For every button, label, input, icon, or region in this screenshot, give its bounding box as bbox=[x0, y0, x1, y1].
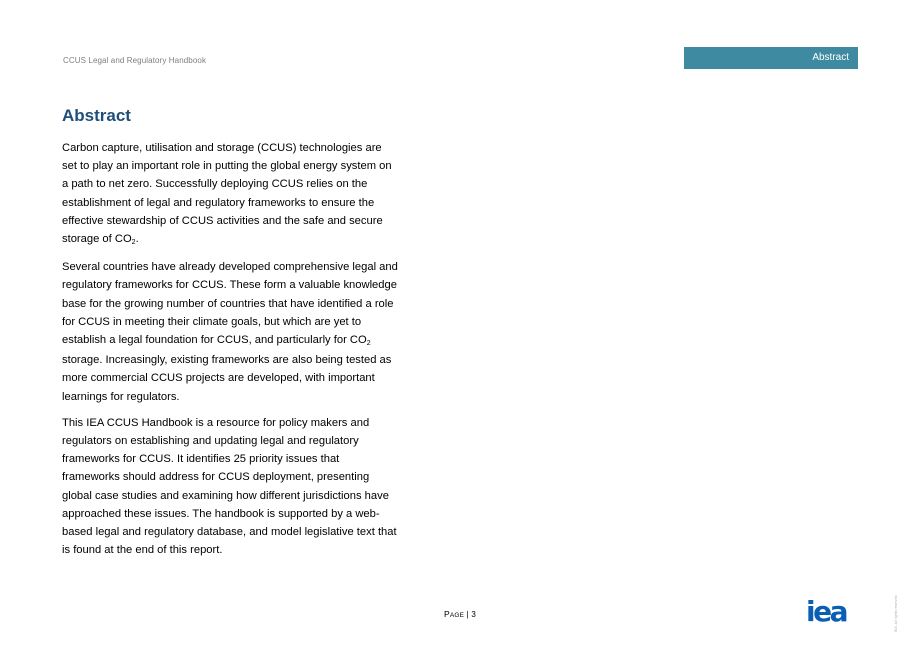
text-line-co2 bbox=[62, 331, 444, 351]
paragraph-2 bbox=[62, 258, 444, 406]
text-line: regulators on establishing and updating legal and regulatory bbox=[62, 435, 359, 448]
text-line: set to play an important role in putting the global energy system on bbox=[62, 160, 392, 173]
iea-logo bbox=[806, 598, 858, 624]
text-line: is found at the end of this report. bbox=[62, 544, 223, 557]
text-line-co2 bbox=[62, 230, 444, 250]
text-fragment: . bbox=[135, 233, 139, 246]
subscript-2: 2 bbox=[131, 239, 136, 247]
text-line: more commercial CCUS projects are developed, with important bbox=[62, 372, 375, 385]
subscript-2: 2 bbox=[366, 340, 371, 348]
text-line: learnings for regulators. bbox=[62, 390, 180, 403]
text-line: approached these issues. The handbook is supported by a web- bbox=[62, 507, 380, 520]
running-header-title: CCUS Legal and Regulatory Handbook bbox=[63, 56, 207, 65]
page-label-rest: AGE bbox=[449, 612, 465, 619]
text-line: Carbon capture, utilisation and storage (CCUS) technologies are bbox=[62, 142, 382, 154]
text-line: effective stewardship of CCUS activities and the safe and secure bbox=[62, 214, 383, 227]
text-line: regulatory frameworks for CCUS. These form a valuable knowledge bbox=[62, 279, 397, 292]
text-line: base for the growing number of countries that have identified a role bbox=[62, 297, 394, 310]
page-label-initial: P bbox=[444, 609, 450, 619]
page-separator: | bbox=[464, 610, 472, 619]
abstract-body bbox=[62, 139, 444, 567]
text-line: a path to net zero. Successfully deploying CCUS relies on the bbox=[62, 178, 368, 191]
text-line: frameworks for CCUS. It identifies 25 priority issues that bbox=[62, 453, 340, 466]
page-title: Abstract bbox=[62, 106, 131, 125]
text-line: Several countries have already developed comprehensive legal and bbox=[62, 261, 398, 274]
section-tab-abstract: Abstract bbox=[684, 47, 858, 69]
paragraph-3 bbox=[62, 414, 444, 560]
text-fragment: establish a legal foundation for CCUS, and particularly for CO bbox=[62, 334, 367, 347]
text-line: based legal and regulatory database, and model legislative text that bbox=[62, 526, 397, 539]
text-fragment: storage of CO bbox=[62, 233, 132, 246]
text-line: frameworks should address for CCUS deployment, presenting bbox=[62, 471, 370, 484]
text-line: for CCUS in meeting their climate goals, but which are yet to bbox=[62, 315, 362, 328]
rights-notice: IEA. All rights reserved. bbox=[894, 594, 898, 632]
text-line: global case studies and examining how different jurisdictions have bbox=[62, 489, 389, 502]
paragraph-1 bbox=[62, 139, 444, 250]
page-number-value: 3 bbox=[471, 610, 476, 619]
text-line: establishment of legal and regulatory frameworks to ensure the bbox=[62, 196, 375, 209]
page-number bbox=[444, 609, 476, 619]
text-line: This IEA CCUS Handbook is a resource for policy makers and bbox=[62, 416, 370, 429]
text-line: storage. Increasingly, existing frameworks are also being tested as bbox=[62, 354, 392, 367]
iea-logo-text: iea bbox=[806, 598, 846, 624]
